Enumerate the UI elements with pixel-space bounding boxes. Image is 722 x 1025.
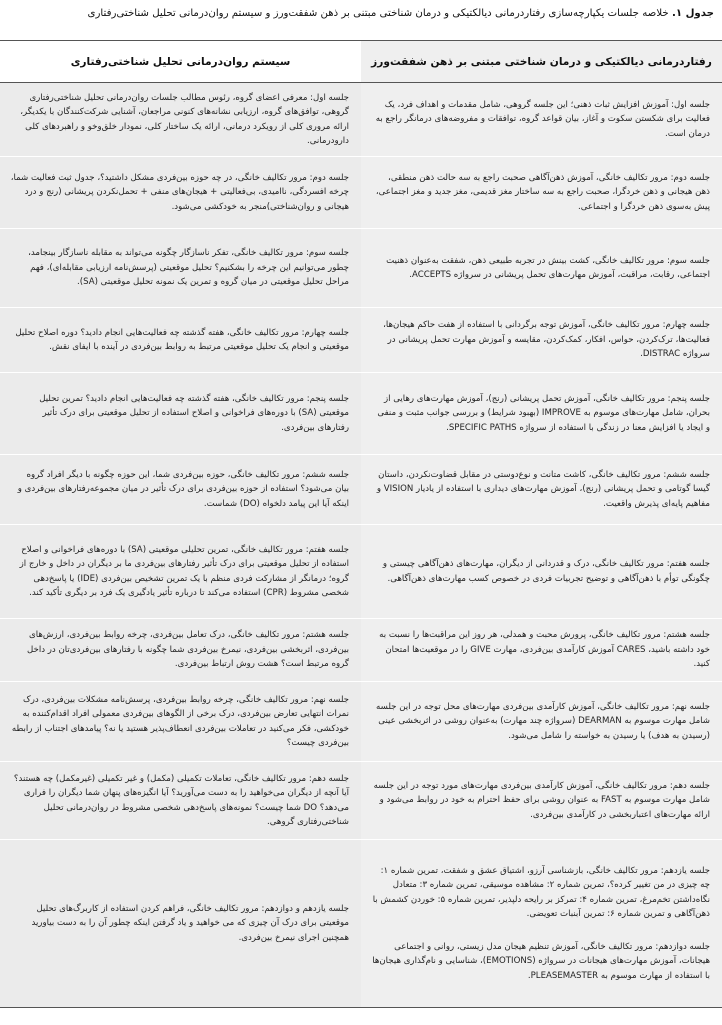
session-12-text: جلسه دوازدهم: مرور تکالیف خانگی، آموزش تنظیم هیجان مدل زیستی، روانی و اجتماعی هیجانات، آموزش مهارت‌های هیجانات در سرواژه (EMOTIONS)، شناسایی و نام‌گذاری هیجان‌ها با استفاده از مهارت موسوم به PLEASEMASTER.	[372, 941, 710, 981]
cell-dbt-cft: جلسه نهم: مرور تکالیف خانگی، آموزش کارآمدی بین‌فردی مهارت‌های محل توجه در این جلسه شامل مهارت موسوم به DEARMAN (سرواژه چند مهارت) به‌عنوان روشی در اثربخشی عینی (رسیدن به هدف) یا رسیدن به خواسته را شامل می‌شود.	[361, 682, 722, 762]
header-cbasp: سیستم روان‌درمانی تحلیل شناختی‌رفتاری	[0, 41, 361, 83]
table-caption	[8, 6, 714, 21]
cell-cbasp: جلسه هفتم: مرور تکالیف خانگی، تمرین تحلیلی موقعیتی (SA) با دوره‌های فراخوانی و اصلاح استفاده از تحلیل موقعیتی برای درک تأثیر رفتارهای بین‌فردی ما بر دیگران در داخل و خارج از گروه؛ درمانگر از مشارکت فردی منظم با یک تمرین تشخیص بین‌فردی (IDE) یا پاسخ‌دهی شخصی مشروط (CPR) استفاده می‌کند تا درباره تأثیر یادگیری یک فرد بر دیگری تأکید کند.	[0, 525, 361, 619]
table-header-row	[0, 41, 722, 83]
cell-cbasp: جلسه ششم: مرور تکالیف خانگی، حوزه بین‌فردی شما، این حوزه چگونه با دیگر افراد گروه بیان می‌شود؟ استفاده از حوزه بین‌فردی برای درک تأثیر در میان مجموعه‌رفتارهای بین‌فردی و اینکه آیا این پیامد دلخواه (DO) شماست.	[0, 455, 361, 525]
cell-cbasp: جلسه چهارم: مرور تکالیف خانگی، هفته گذشته چه فعالیت‌هایی انجام دادید؟ دوره اصلاح تحلیل موقعیتی و انجام یک تحلیل موقعیتی مرتبط به روابط بین‌فردی در آینده با ایفای نقش.	[0, 308, 361, 373]
table-row	[0, 455, 722, 525]
cell-dbt-cft: جلسه دوم: مرور تکالیف خانگی، آموزش ذهن‌آگاهی صحبت راجع به سه حالت ذهن منطقی، ذهن هیجانی و ذهن خردگرا، صحبت راجع به سه ساختار مغز قدیمی، مغز جدید و مغز اجتماعی، پیش به‌سوی ذهن خردگرا و اجتماعی.	[361, 157, 722, 229]
cell-dbt-cft: جلسه سوم: مرور تکالیف خانگی، کشت بینش در تجربه طبیعی ذهن، شفقت به‌عنوان ذهنیت اجتماعی، رقابت، مراقبت، آموزش مهارت‌های تحمل پریشانی در سرواژه ACCEPTS.	[361, 229, 722, 308]
table-row	[0, 373, 722, 455]
cell-dbt-cft: جلسه پنجم: مرور تکالیف خانگی، آموزش تحمل پریشانی (رنج)، آموزش مهارت‌های رهایی از بحران، شامل مهارت‌های موسوم به IMPROVE (بهبود شرایط) و بررسی جوانب مثبت و منفی و ایجاد یا افزایش معنا در زندگی با استفاده از سرواژه SPECIFIC PATHS.	[361, 373, 722, 455]
table-row	[0, 840, 722, 1008]
caption-label: جدول ۱.	[671, 8, 714, 19]
cell-cbasp: جلسه نهم: مرور تکالیف خانگی، چرخه روابط بین‌فردی، پرسش‌نامه مشکلات بین‌فردی، درک نمرات انتهایی تعارض بین‌فردی، درک برخی از الگوهای بین‌فردی معمولی افراد اقدام‌کننده به خودکشی، فکر می‌کنید در تعاملات بین‌فردی انعطاف‌پذیر هستید یا نه؟ پیامدهای اجتناب از رابطه بین‌فردی چیست؟	[0, 682, 361, 762]
cell-dbt-cft: جلسه چهارم: مرور تکالیف خانگی، آموزش توجه برگردانی با استفاده از هفت حاکم هیجان‌ها، فعالیت‌ها، ترک‌کردن، حواس، افکار، کمک‌کردن، مقایسه و آموزش مهارت تحمل پریشانی در سرواژه DISTRAC.	[361, 308, 722, 373]
header-dbt-cft: رفتاردرمانی دیالکتیکی و درمان شناختی مبتنی بر ذهن شفقت‌ورز	[361, 41, 722, 83]
cell-cbasp: جلسه اول: معرفی اعضای گروه، رئوس مطالب جلسات روان‌درمانی تحلیل شناختی‌رفتاری گروهی، توافق‌های گروه، ارزیابی نشانه‌های کنونی مراجعان، آشنایی شرکت‌کنندگان با یکدیگر، ارائه مروری کلی از رویکرد درمانی، ارائه یک ساختار کلی، نمودار خلق‌وخو و راهبردهای کلی دارودرمانی.	[0, 83, 361, 157]
caption-text: خلاصه جلسات یکپارچه‌سازی رفتاردرمانی دیالکتیکی و درمان شناختی مبتنی بر ذهن شفقت‌ورز و سیستم روان‌درمانی تحلیل شناختی‌رفتاری	[87, 8, 669, 19]
table-row	[0, 682, 722, 762]
table-row	[0, 83, 722, 157]
cell-dbt-cft: جلسه هشتم: مرور تکالیف خانگی، پرورش محبت و همدلی، هر روز این مراقبت‌ها را نسبت به خود داشته باشید، CARES آموزش کارآمدی بین‌فردی، مهارت GIVE را در موقعیت‌ها امتحان کنید.	[361, 619, 722, 682]
cell-dbt-cft: جلسه هفتم: مرور تکالیف خانگی، درک و قدردانی از دیگران، مهارت‌های ذهن‌آگاهی چیستی و چگونگی توأم با ذهن‌آگاهی و توضیح تجربیات فردی در خصوص کسب مهارت‌های ذهن‌آگاهی.	[361, 525, 722, 619]
cell-cbasp: جلسه هشتم: مرور تکالیف خانگی، درک تعامل بین‌فردی، چرخه روابط بین‌فردی، ارزش‌های بین‌فردی، اثربخشی بین‌فردی، نیمرخ بین‌فردی شما چگونه با رفتارهای بین‌فردی‌تان در داخل گروه مرتبط است؟ هشت روش ارتباط بین‌فردی.	[0, 619, 361, 682]
cell-cbasp: جلسه پنجم: مرور تکالیف خانگی، هفته گذشته چه فعالیت‌هایی انجام دادید؟ تمرین تحلیل موقعیتی (SA) با دوره‌های فراخوانی و اصلاح استفاده از تحلیل موقعیتی برای درک تأثیر رفتارهای بین‌فردی.	[0, 373, 361, 455]
table-row	[0, 525, 722, 619]
cell-cbasp: جلسه یازدهم و دوازدهم: مرور تکالیف خانگی، فراهم کردن استفاده از کاربرگ‌های تحلیل موقعیتی برای درک آن چیزی که می خواهید و یاد گرفتن اینکه چطور آن را به دست بیاورید همچنین اجرای نیمرخ بین‌فردی.	[0, 840, 361, 1008]
table-row	[0, 762, 722, 840]
cell-cbasp: جلسه دهم: مرور تکالیف خانگی، تعاملات تکمیلی (مکمل) و غیر تکمیلی (غیرمکمل) چه هستند؟ آیا آنچه از دیگران می‌خواهید را به دست می‌آورید؟ آیا انگیزه‌های پنهان شما دیگران را فراری می‌دهد؟ DO شما چیست؟ نمونه‌های پاسخ‌دهی شخصی مشروط در روان‌درمانی تحلیل شناختی‌رفتاری گروهی.	[0, 762, 361, 840]
sessions-table	[0, 40, 722, 1008]
table-row	[0, 619, 722, 682]
cell-dbt-cft	[361, 840, 722, 1008]
table-row	[0, 229, 722, 308]
session-11-text: جلسه یازدهم: مرور تکالیف خانگی، بازشناسی آرزو، اشتیاق عشق و شفقت، تمرین شماره ۱: چه چیزی در من تغییر کرده؟، تمرین شماره ۲: مشاهده موسیقی، تمرین شماره ۳: متعادل نگاه‌داشتن تخم‌مرغ، تمرین شماره ۴: تمرکز بر رایحه دلپذیر، تمرین شماره ۵: خوردن کشمش با ذهن‌آگاهی و تمرین شماره ۶: تمرین آبنبات تعویضی.	[372, 865, 710, 920]
cell-cbasp: جلسه سوم: مرور تکالیف خانگی، تفکر ناسازگار چگونه می‌تواند به مقابله ناسازگار بینجامد، چطور می‌توانیم این چرخه را بشکنیم؟ تحلیل موقعیتی (پرسش‌نامه ارزیابی مقابله‌ای)، فهم مراحل تحلیل موقعیتی در میان گروه و تمرین یک نمونه تحلیل موقعیتی (SA).	[0, 229, 361, 308]
cell-dbt-cft: جلسه اول: آموزش افزایش ثبات ذهنی؛ این جلسه گروهی، شامل مقدمات و اهداف فرد، یک فعالیت برای شکستن سکوت و آغاز، بیان قواعد گروه، توافقات و مفروضه‌های درمانگر راجع به درمان است.	[361, 83, 722, 157]
table-row	[0, 308, 722, 373]
cell-dbt-cft: جلسه دهم: مرور تکالیف خانگی، آموزش کارآمدی بین‌فردی مهارت‌های مورد توجه در این جلسه شامل مهارت موسوم به FAST به عنوان روشی برای حفظ احترام به خود در روابط می‌شود و ارائه مهارت‌های اعتباربخشی در کارآمدی بین‌فردی.	[361, 762, 722, 840]
table-row	[0, 157, 722, 229]
cell-cbasp: جلسه دوم: مرور تکالیف خانگی، در چه حوزه بین‌فردی مشکل داشتید؟، جدول ثبت فعالیت شما، چرخه افسردگی، ناامیدی، بی‌فعالیتی + هیجان‌های منفی + تحمل‌نکردن پریشانی (رنج و درد هیجانی و روان‌شناختی)منجر به خودکشی می‌شود.	[0, 157, 361, 229]
cell-dbt-cft: جلسه ششم: مرور تکالیف خانگی، کاشت متانت و نوع‌دوستی در مقابل قضاوت‌نکردن، داستان گیسا گوتامی و تحمل پریشانی (رنج)، آموزش مهارت‌های دیداری با استفاده از یادیار VISION و مفاهیم پایه‌ای پذیرش واقعیت.	[361, 455, 722, 525]
